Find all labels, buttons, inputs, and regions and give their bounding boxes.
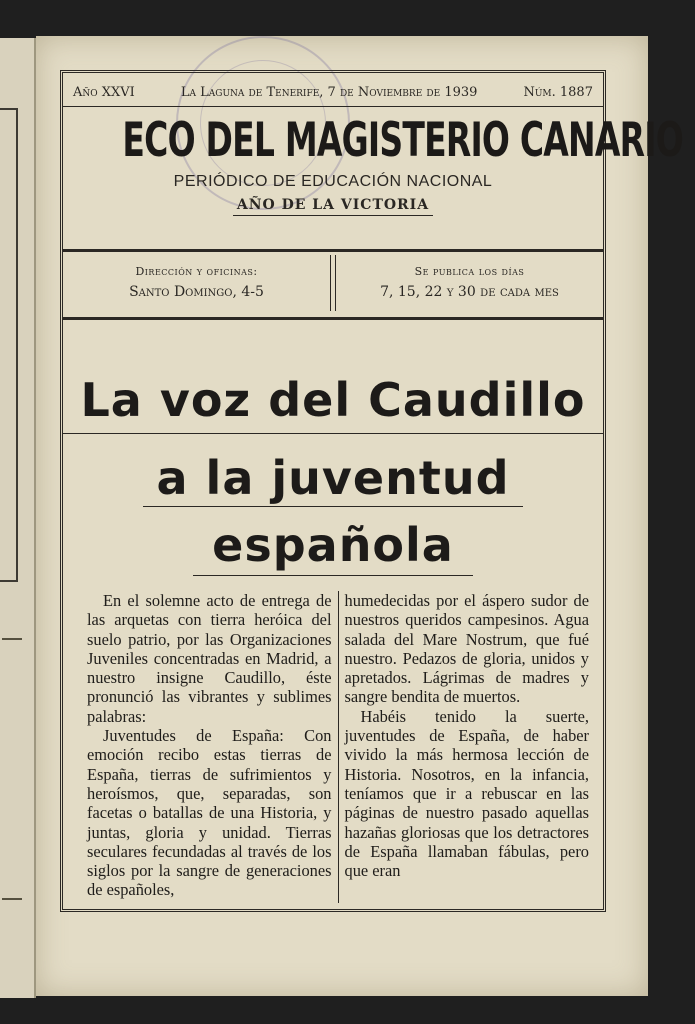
masthead-title: ECO DEL MAGISTERIO CANARIO <box>122 113 683 168</box>
headline-rule-2 <box>143 506 523 507</box>
schedule-info <box>336 255 603 311</box>
header-rule <box>63 106 603 107</box>
office-label: Dirección y oficinas: <box>135 265 258 278</box>
article-paragraph: Habéis tenido la suerte, juventudes de España, de haber vivido la más hermosa lección de Historia. Nosotros, en la infancia, teníamos que ir a rebuscar en las páginas de nuestro pasado aquellas hazañas gloriosas que los detractores de España llamaban fábulas, pero que eran <box>344 706 589 881</box>
headline-rule-1 <box>63 433 603 434</box>
info-rule <box>63 317 603 320</box>
left-page-border <box>0 108 18 582</box>
left-page-mark <box>2 638 22 640</box>
schedule-days: 7, 15, 22 y 30 de cada mes <box>380 284 559 300</box>
masthead-subtitle: PERIÓDICO DE EDUCACIÓN NACIONAL <box>173 173 493 190</box>
issue-place-date: La Laguna de Tenerife, 7 de Noviembre de 1939 <box>180 84 478 100</box>
issue-year: Año XXVI <box>73 84 135 100</box>
masthead-motto: AÑO DE LA VICTORIA <box>233 197 433 216</box>
newspaper-page <box>36 36 683 996</box>
info-row <box>63 255 603 311</box>
headline-line-2: a la juventud <box>156 451 510 505</box>
issue-header <box>63 81 603 103</box>
page-frame <box>60 70 683 912</box>
headline-line-3: española <box>212 518 454 572</box>
article-body <box>81 591 595 903</box>
headline-rule-3 <box>193 575 473 576</box>
headline-line-1: La voz del Caudillo <box>80 373 586 427</box>
article-paragraph: humedecidas por el áspero sudor de nuestros queridos campesinos. Agua salada del Mare Nostrum, que fué nuestro. Pedazos de gloria, unidos y apretados. Lágrimas de madres y sangre bendita de muertos. <box>344 591 589 707</box>
office-info <box>63 255 330 311</box>
issue-number: Núm. 1887 <box>523 84 593 100</box>
office-address: Santo Domingo, 4-5 <box>129 284 264 300</box>
article-column-2 <box>339 591 596 903</box>
left-page-mark <box>2 898 22 900</box>
article-column-1 <box>81 591 338 903</box>
masthead-rule <box>63 249 603 252</box>
article-paragraph: Juventudes de España: Con emoción recibo estas tierras de España, tierras de sufrimientos y heroísmos, que, separadas, son facetas o batallas de una Historia, y juntas, gloria y unidad. Tierras seculares fecundadas al través de los siglos por la sangre de generaciones de españoles, <box>87 726 332 900</box>
article-paragraph: En el solemne acto de entrega de las arquetas con tierra heróica del suelo patrio, por las Organizaciones Juveniles concentradas en Madrid, a nuestro insigne Caudillo, éste pronunció las vibrantes y sublimes palabras: <box>87 591 332 726</box>
left-page-edge <box>0 38 36 998</box>
schedule-label: Se publica los días <box>414 265 525 278</box>
